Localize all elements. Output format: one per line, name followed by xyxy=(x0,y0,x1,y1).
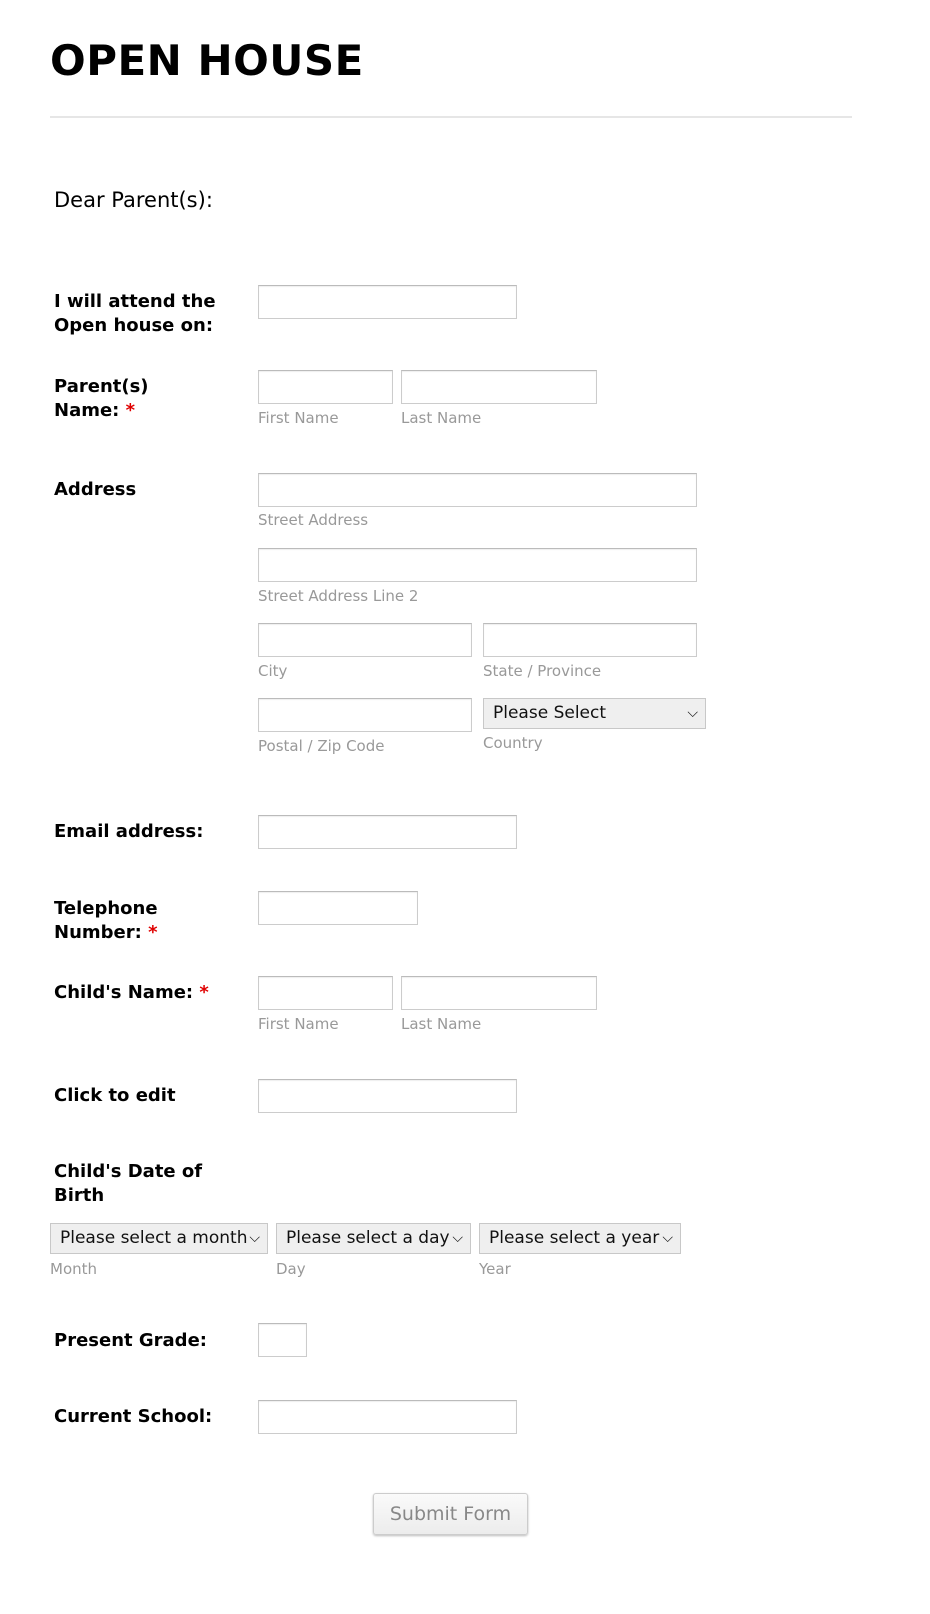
postal-code-input[interactable] xyxy=(258,698,472,732)
country-sublabel: Country xyxy=(483,734,543,752)
child-first-name-input[interactable] xyxy=(258,976,393,1010)
month-sublabel: Month xyxy=(50,1260,98,1278)
street-address-2-sublabel: Street Address Line 2 xyxy=(258,587,419,605)
city-input[interactable] xyxy=(258,623,472,657)
state-sublabel: State / Province xyxy=(483,662,602,680)
attend-date-input[interactable] xyxy=(258,285,517,319)
submit-button[interactable]: Submit Form xyxy=(373,1493,528,1535)
postal-code-sublabel: Postal / Zip Code xyxy=(258,737,385,755)
required-marker: * xyxy=(148,922,158,943)
chevron-down-icon: ⌵ xyxy=(662,1230,673,1246)
last-name-sublabel: Last Name xyxy=(401,1015,482,1033)
parent-name-label: Parent(s) Name: * xyxy=(54,376,149,421)
street-address-sublabel: Street Address xyxy=(258,511,369,529)
first-name-sublabel: First Name xyxy=(258,1015,339,1033)
state-input[interactable] xyxy=(483,623,697,657)
chevron-down-icon: ⌵ xyxy=(452,1230,463,1246)
current-school-input[interactable] xyxy=(258,1400,517,1434)
divider xyxy=(50,116,852,118)
intro-text: Dear Parent(s): xyxy=(54,188,213,212)
address-label: Address xyxy=(54,479,137,500)
required-marker: * xyxy=(199,982,209,1003)
chevron-down-icon: ⌵ xyxy=(687,705,698,721)
street-address-2-input[interactable] xyxy=(258,548,697,582)
year-select[interactable]: Please select a year ⌵ xyxy=(479,1223,681,1254)
parent-first-name-input[interactable] xyxy=(258,370,393,404)
street-address-input[interactable] xyxy=(258,473,697,507)
click-to-edit-input[interactable] xyxy=(258,1079,517,1113)
email-input[interactable] xyxy=(258,815,517,849)
day-sublabel: Day xyxy=(276,1260,306,1278)
parent-last-name-input[interactable] xyxy=(401,370,597,404)
child-last-name-input[interactable] xyxy=(401,976,597,1010)
required-marker: * xyxy=(125,400,136,421)
email-label: Email address: xyxy=(54,821,204,842)
present-grade-label: Present Grade: xyxy=(54,1330,207,1351)
country-select[interactable]: Please Select ⌵ xyxy=(483,698,706,729)
first-name-sublabel: First Name xyxy=(258,409,339,427)
present-grade-input[interactable] xyxy=(258,1323,307,1357)
city-sublabel: City xyxy=(258,662,288,680)
current-school-label: Current School: xyxy=(54,1406,213,1427)
child-name-label: Child's Name: * xyxy=(54,982,209,1003)
dob-label: Child's Date of Birth xyxy=(54,1161,203,1206)
chevron-down-icon: ⌵ xyxy=(249,1230,260,1246)
telephone-label: Telephone Number: * xyxy=(54,898,158,943)
click-to-edit-label: Click to edit xyxy=(54,1085,176,1106)
day-select[interactable]: Please select a day ⌵ xyxy=(276,1223,471,1254)
last-name-sublabel: Last Name xyxy=(401,409,482,427)
telephone-input[interactable] xyxy=(258,891,418,925)
attend-label: I will attend the Open house on: xyxy=(54,291,216,336)
month-select[interactable]: Please select a month ⌵ xyxy=(50,1223,268,1254)
page-title: OPEN HOUSE xyxy=(50,36,364,85)
year-sublabel: Year xyxy=(479,1260,511,1278)
